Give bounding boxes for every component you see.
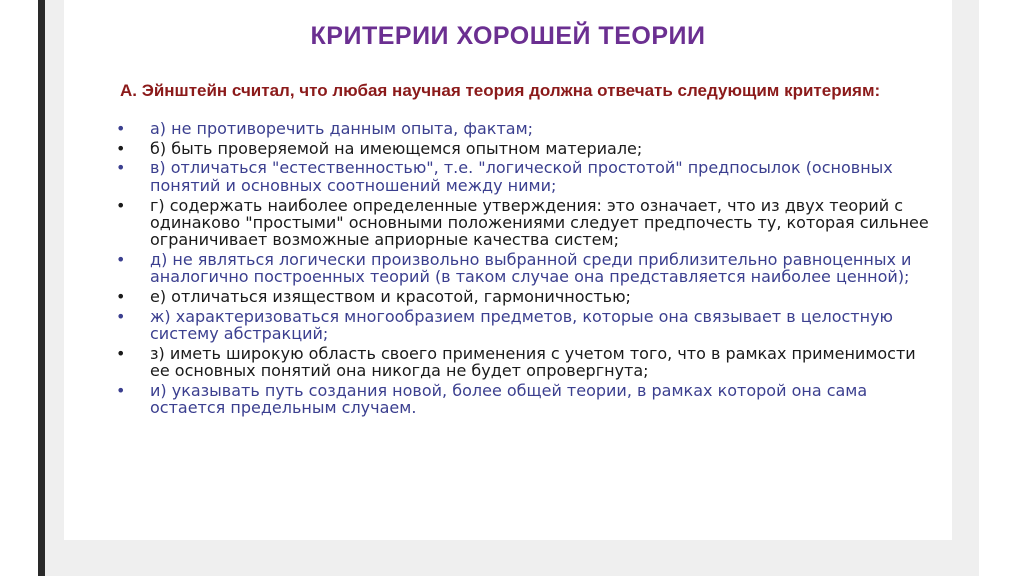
criteria-item-text: г) содержать наиболее определенные утверждения: это означает, что из двух теорий с одинаково "простыми" основными положениями следует предпочесть ту, которая сильнее ограничивает возможные априорные качества систем; [150,195,929,250]
criteria-item-text: ж) характеризоваться многообразием предметов, которые она связывает в целостную систему абстракций; [150,306,894,344]
bullet-icon: • [116,343,126,363]
criteria-item [116,140,936,157]
left-accent-bar [38,0,45,576]
criteria-item-text: а) не противоречить данным опыта, фактам; [150,119,534,138]
criteria-item [116,308,936,343]
bullet-icon: • [116,306,126,326]
slide-content [64,0,952,540]
slide-intro: А. Эйнштейн считал, что любая научная теория должна отвечать следующим критериям: [120,81,881,100]
criteria-item [116,120,936,137]
bullet-icon: • [116,158,126,178]
slide-title: КРИТЕРИИ ХОРОШЕЙ ТЕОРИИ [310,22,706,50]
criteria-item [116,197,936,249]
bullet-icon: • [116,138,126,158]
criteria-item-text: д) не являться логически произвольно выбранной среди приблизительно равноценных и аналогично построенных теорий (в таком случае она представляется наиболее ценной); [150,250,912,287]
bullet-icon: • [116,381,126,401]
criteria-item-text: б) быть проверяемой на имеющемся опытном материале; [150,138,643,158]
criteria-item-text: в) отличаться "естественностью", т.е. "логической простотой" предпосылок (основных понятий и основных соотношений между ними; [150,158,893,195]
criteria-item [116,251,936,286]
bullet-icon: • [116,287,126,307]
criteria-list [116,120,936,419]
bullet-icon: • [116,250,126,270]
bullet-icon: • [116,119,126,138]
criteria-item-text: з) иметь широкую область своего применения с учетом того, что в рамках применимости ее основных понятий она никогда не будет опровергнута; [150,343,916,381]
criteria-item [116,382,936,417]
criteria-item [116,288,936,305]
criteria-item-text: е) отличаться изяществом и красотой, гармоничностью; [150,287,631,307]
criteria-item [116,159,936,194]
bullet-icon: • [116,195,126,215]
criteria-item [116,345,936,380]
criteria-item-text: и) указывать путь создания новой, более общей теории, в рамках которой она сама остается предельным случаем. [150,381,868,418]
